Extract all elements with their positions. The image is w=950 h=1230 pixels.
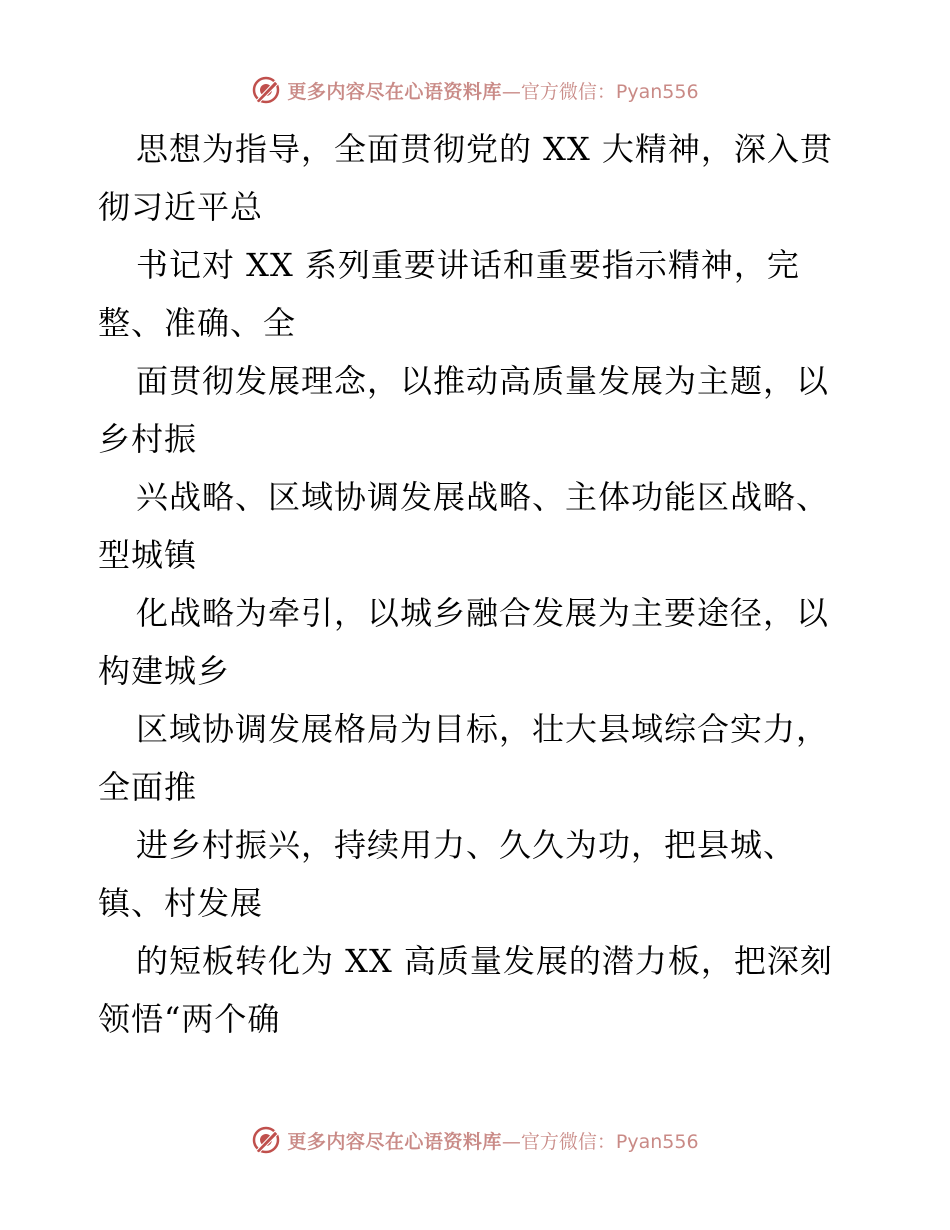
text-line: 整、准确、全: [98, 304, 297, 342]
text-line: 型城镇: [98, 536, 198, 574]
banner-suffix: —官方微信：Pyan556: [501, 80, 699, 103]
text-line: 乡村振: [98, 420, 198, 458]
text-line: 进乡村振兴，持续用力、久久为功，把县城、: [136, 826, 797, 864]
text-line: 彻习近平总: [98, 188, 264, 226]
text-line: 兴战略、区域协调发展战略、主体功能区战略、: [136, 478, 830, 516]
banner-text: 更多内容尽在心语资料库: [287, 1130, 502, 1153]
text-line: 领悟“两个确: [98, 1000, 281, 1038]
text-line: 化战略为牵引，以城乡融合发展为主要途径，以: [136, 594, 830, 632]
pen-logo-icon: [251, 75, 281, 105]
text-line: 书记对 XX 系列重要讲话和重要指示精神，完: [136, 246, 800, 284]
banner-suffix: —官方微信：Pyan556: [501, 1130, 699, 1153]
banner-text: 更多内容尽在心语资料库: [287, 80, 502, 103]
text-line: 区域协调发展格局为目标，壮大县域综合实力，: [136, 710, 830, 748]
text-line: 的短板转化为 XX 高质量发展的潜力板，把深刻: [136, 942, 833, 980]
pen-logo-icon: [251, 1125, 281, 1155]
text-line: 全面推: [98, 768, 198, 806]
footer-banner: [0, 1120, 950, 1160]
text-line: 思想为指导，全面贯彻党的 XX 大精神，深入贯: [136, 130, 833, 168]
text-line: 镇、村发展: [98, 884, 264, 922]
text-line: 面贯彻发展理念，以推动高质量发展为主题，以: [136, 362, 830, 400]
document-body: [98, 120, 858, 1048]
text-line: 构建城乡: [98, 652, 231, 690]
header-banner: [0, 70, 950, 110]
